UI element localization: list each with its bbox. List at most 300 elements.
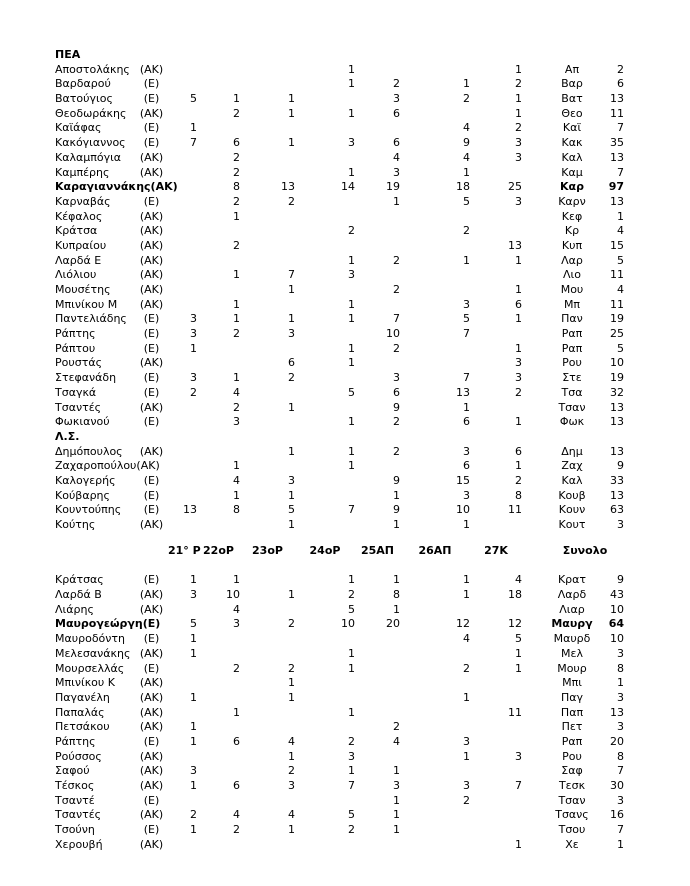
- cell-col4: 1: [348, 106, 355, 120]
- cell-name: Φωκιανού: [55, 415, 110, 429]
- cell-col6: 6: [463, 415, 470, 429]
- cell-code: Μελ: [561, 646, 583, 660]
- cell-name: Καμπέρης: [55, 165, 110, 179]
- cell-col3: [240, 224, 295, 239]
- cell-col4: 1: [348, 661, 355, 675]
- cell-col4: 1: [348, 646, 355, 660]
- cell-party: (Ε): [143, 121, 160, 135]
- cell-col3: 1: [288, 823, 295, 837]
- cell-total: 32: [610, 385, 624, 399]
- cell-col2: [197, 121, 240, 136]
- cell-total: 35: [610, 136, 624, 150]
- table-row: [55, 210, 690, 225]
- cell-total: 7: [617, 165, 624, 179]
- cell-col4: [295, 720, 355, 735]
- cell-col6: [400, 342, 470, 357]
- cell-col5: [355, 224, 400, 239]
- cell-total: 19: [610, 312, 624, 326]
- cell-total: 11: [610, 297, 624, 311]
- table-row: [55, 735, 690, 750]
- cell-col4: 1: [348, 705, 355, 719]
- cell-col3: 2: [288, 661, 295, 675]
- cell-name: Δημόπουλος: [55, 444, 123, 458]
- cell-code: Κουν: [558, 503, 586, 517]
- cell-col2: [197, 838, 240, 853]
- cell-col2: [197, 518, 240, 533]
- cell-col7: [470, 676, 522, 691]
- cell-col7: [470, 720, 522, 735]
- cell-col1: 3: [190, 588, 197, 602]
- cell-total: 20: [610, 734, 624, 748]
- cell-col5: 1: [393, 793, 400, 807]
- cell-name: Τσαντές: [55, 808, 102, 822]
- cell-party: (ΑΚ): [139, 209, 164, 223]
- cell-name: Λαρδά Ε: [55, 253, 102, 267]
- cell-total: 9: [617, 459, 624, 473]
- cell-col1: 1: [190, 823, 197, 837]
- cell-name: Κούτης: [55, 518, 96, 531]
- cell-col4: [295, 151, 355, 166]
- cell-col6: 7: [463, 371, 470, 385]
- cell-col4: 3: [348, 136, 355, 150]
- cell-col3: [240, 77, 295, 92]
- cell-name: Καϊάφας: [55, 121, 102, 135]
- cell-col4: [295, 676, 355, 691]
- cell-code: Καϊ: [562, 121, 582, 135]
- cell-col4: 1: [348, 444, 355, 458]
- cell-col4: 7: [348, 503, 355, 517]
- cell-col2: [197, 691, 240, 706]
- cell-name: Μουσέτης: [55, 283, 111, 296]
- cell-col7: 5: [515, 632, 522, 646]
- cell-name: Τσαντέ: [55, 793, 95, 807]
- cell-col1: [168, 489, 197, 504]
- cell-col2: 1: [233, 312, 240, 326]
- cell-col1: [168, 474, 197, 489]
- cell-party: (Ε): [143, 734, 160, 748]
- cell-col6: [400, 268, 470, 283]
- section-bottom-rows: [55, 573, 690, 852]
- cell-code: Φωκ: [559, 415, 585, 429]
- cell-total: 30: [610, 779, 624, 792]
- cell-code: Παπ: [560, 705, 584, 719]
- cell-party: (ΑΚ): [139, 749, 164, 763]
- cell-col3: [240, 121, 295, 136]
- cell-code: Κυπ: [561, 238, 583, 252]
- cell-party: (ΑΚ): [139, 764, 164, 778]
- cell-col7: 3: [515, 749, 522, 763]
- cell-col6: [400, 63, 470, 78]
- table-row: [55, 312, 690, 327]
- cell-col7: 7: [515, 779, 522, 792]
- table-row: [55, 838, 690, 853]
- cell-col2: 2: [233, 400, 240, 414]
- cell-col5: 19: [386, 180, 400, 194]
- cell-col7: [470, 794, 522, 809]
- table-row: [55, 632, 690, 647]
- cell-col2: 3: [233, 415, 240, 429]
- table-row: [55, 489, 690, 504]
- cell-col6: [400, 838, 470, 853]
- cell-code: Τεσκ: [558, 779, 586, 792]
- cell-party: (ΑΚ): [139, 808, 164, 822]
- cell-col7: 1: [515, 312, 522, 326]
- cell-col6: 7: [463, 327, 470, 341]
- table-row: [55, 823, 690, 838]
- cell-col1: 1: [190, 632, 197, 646]
- cell-col2: [197, 632, 240, 647]
- column-header-24r: 24οΡ: [309, 543, 341, 557]
- cell-col3: 3: [288, 327, 295, 341]
- cell-col5: 1: [393, 602, 400, 616]
- cell-col7: 8: [515, 488, 522, 502]
- cell-col5: [355, 647, 400, 662]
- cell-col5: [355, 268, 400, 283]
- cell-col7: 25: [508, 180, 522, 194]
- cell-col5: 8: [393, 588, 400, 602]
- cell-party: (ΑΚ): [139, 690, 164, 704]
- cell-code: Παγ: [560, 690, 584, 704]
- cell-total: 7: [617, 823, 624, 837]
- cell-col1: [168, 195, 197, 210]
- cell-name: Τσαντές: [55, 400, 102, 414]
- cell-col7: 12: [508, 617, 522, 631]
- cell-col4: 7: [348, 779, 355, 792]
- cell-party: (Ε): [143, 312, 160, 326]
- cell-col1: [168, 518, 197, 533]
- cell-name: Κυπραίου: [55, 238, 107, 252]
- cell-name: Μπινίκου Μ: [55, 297, 118, 311]
- cell-col2: 1: [233, 459, 240, 473]
- cell-col6: 18: [456, 180, 470, 194]
- cell-col2: [197, 794, 240, 809]
- cell-code: Μπι: [562, 676, 582, 690]
- cell-party: (ΑΚ): [139, 588, 164, 602]
- cell-name: Μπινίκου Κ: [55, 676, 115, 690]
- cell-party: (Ε): [143, 327, 160, 341]
- cell-col1: 2: [190, 808, 197, 822]
- cell-col4: [295, 239, 355, 254]
- table-row: [55, 107, 690, 122]
- table-row: [55, 794, 690, 809]
- cell-col7: 1: [515, 415, 522, 429]
- cell-col5: 1: [393, 573, 400, 587]
- cell-col5: [355, 239, 400, 254]
- cell-col1: [168, 838, 197, 853]
- cell-col4: [295, 195, 355, 210]
- cell-col2: [197, 750, 240, 765]
- cell-col6: [400, 210, 470, 225]
- cell-col6: [400, 603, 470, 618]
- cell-col2: 2: [233, 661, 240, 675]
- section-heading-row: [55, 48, 690, 63]
- cell-total: 8: [617, 661, 624, 675]
- cell-col4: [295, 489, 355, 504]
- cell-name: Ράπτου: [55, 341, 96, 355]
- cell-party: (Ε): [143, 793, 160, 807]
- cell-col4: [295, 474, 355, 489]
- cell-total: 13: [610, 92, 624, 106]
- cell-code: Καρ: [560, 180, 584, 194]
- cell-col6: [400, 676, 470, 691]
- column-header-25ap: 25ΑΠ: [360, 543, 395, 557]
- table-row: [55, 750, 690, 765]
- cell-col2: 2: [233, 823, 240, 837]
- cell-code: Λιο: [563, 268, 581, 282]
- cell-party: [135, 617, 168, 632]
- cell-code: Λαρ: [561, 253, 583, 267]
- cell-total: 13: [610, 400, 624, 414]
- cell-col1: [168, 662, 197, 677]
- cell-col3: [240, 415, 295, 430]
- cell-col1: [168, 706, 197, 721]
- cell-total: 33: [610, 473, 624, 487]
- cell-col7: 1: [515, 341, 522, 355]
- cell-col5: [355, 356, 400, 371]
- cell-col4: 2: [348, 224, 355, 238]
- cell-party: (ΑΚ): [139, 356, 164, 370]
- cell-col7: [470, 808, 522, 823]
- cell-code: Κουβ: [558, 488, 586, 502]
- cell-name: Μελεσανάκης: [55, 646, 131, 660]
- cell-party: (Ε): [143, 385, 160, 399]
- table-row: [55, 254, 690, 269]
- cell-total: 13: [610, 488, 624, 502]
- cell-col7: [470, 691, 522, 706]
- cell-col7: [470, 224, 522, 239]
- table-row: [55, 298, 690, 313]
- cell-total: 2: [617, 62, 624, 76]
- cell-col7: [470, 518, 522, 533]
- cell-col3: 1: [288, 518, 295, 531]
- cell-col6: [400, 720, 470, 735]
- cell-col4: [295, 92, 355, 107]
- cell-col4: 2: [348, 734, 355, 748]
- cell-col5: [355, 298, 400, 313]
- cell-party: (ΑΚ): [139, 720, 164, 734]
- cell-total: 19: [610, 371, 624, 385]
- cell-col3: 1: [288, 588, 295, 602]
- cell-col2: 4: [233, 385, 240, 399]
- cell-code: Μπ: [563, 297, 581, 311]
- cell-code: Τσου: [558, 823, 586, 837]
- cell-col2: [197, 254, 240, 269]
- cell-col2: 6: [233, 779, 240, 792]
- cell-code: Λιαρ: [559, 602, 585, 616]
- cell-col3: [240, 342, 295, 357]
- cell-col3: [240, 647, 295, 662]
- cell-party: (Ε): [143, 473, 160, 487]
- cell-col2: [197, 647, 240, 662]
- cell-col2: [197, 77, 240, 92]
- cell-col1: [168, 210, 197, 225]
- cell-col4: [295, 518, 355, 533]
- cell-party: (Ε): [143, 194, 160, 208]
- cell-col3: [240, 838, 295, 853]
- cell-col1: 2: [190, 385, 197, 399]
- cell-col4: 5: [348, 385, 355, 399]
- cell-name: Μουρσελλάς: [55, 661, 125, 675]
- cell-code: Παν: [561, 312, 583, 326]
- table-row: [55, 415, 690, 430]
- cell-code: Τσαν: [558, 793, 586, 807]
- column-header-party-spacer: [135, 544, 168, 559]
- cell-col5: 3: [393, 371, 400, 385]
- cell-col3: 1: [288, 749, 295, 763]
- cell-col4: 1: [348, 356, 355, 370]
- cell-name: Πετσάκου: [55, 720, 110, 734]
- cell-col5: 10: [386, 327, 400, 341]
- cell-col3: [240, 459, 295, 474]
- cell-col5: 6: [393, 106, 400, 120]
- cell-name: Λαρδά Β: [55, 588, 102, 602]
- cell-col6: 1: [463, 518, 470, 531]
- cell-col3: 1: [288, 136, 295, 150]
- cell-col2: 1: [233, 268, 240, 282]
- cell-col1: 1: [190, 573, 197, 587]
- cell-party: (Ε): [143, 341, 160, 355]
- cell-col3: 1: [288, 283, 295, 296]
- cell-col7: [470, 401, 522, 416]
- cell-col7: 3: [515, 136, 522, 150]
- cell-col6: 15: [456, 473, 470, 487]
- cell-col6: 2: [463, 224, 470, 238]
- cell-col5: [355, 691, 400, 706]
- table-row: [55, 779, 690, 794]
- cell-total: 16: [610, 808, 624, 822]
- cell-col3: 2: [288, 371, 295, 385]
- cell-col7: 1: [515, 646, 522, 660]
- cell-col5: 2: [393, 253, 400, 267]
- cell-party: (ΑΚ): [139, 676, 164, 690]
- cell-party: (ΑΚ): [139, 283, 164, 296]
- cell-col7: [470, 327, 522, 342]
- cell-col2: 8: [233, 180, 240, 194]
- table-row: [55, 356, 690, 371]
- cell-name: Ράπτης: [55, 734, 96, 748]
- table-row: [55, 676, 690, 691]
- cell-col1: 5: [190, 92, 197, 106]
- cell-col6: 4: [463, 121, 470, 135]
- cell-code: Τσα: [561, 385, 583, 399]
- cell-col4: [295, 691, 355, 706]
- cell-col1: [168, 794, 197, 809]
- table-row: [55, 121, 690, 136]
- cell-col1: [168, 239, 197, 254]
- cell-code: Ραπ: [561, 341, 583, 355]
- cell-col2: 2: [233, 238, 240, 252]
- cell-col4: [295, 838, 355, 853]
- cell-name: Κακόγιαννος: [55, 136, 126, 150]
- cell-col6: 3: [463, 444, 470, 458]
- cell-col2: [197, 342, 240, 357]
- cell-col6: [400, 107, 470, 122]
- cell-col2: 4: [233, 473, 240, 487]
- cell-name: Αποστολάκης: [55, 62, 130, 76]
- cell-col4: 1: [348, 77, 355, 91]
- cell-total: 3: [617, 690, 624, 704]
- cell-col1: 1: [190, 720, 197, 734]
- cell-code: Ραπ: [561, 327, 583, 341]
- cell-col1: 1: [190, 734, 197, 748]
- cell-name: Παπαλάς: [55, 705, 105, 719]
- cell-party: (ΑΚ): [139, 837, 164, 851]
- cell-col2: [197, 764, 240, 779]
- cell-total: 11: [610, 106, 624, 120]
- cell-total: 10: [610, 632, 624, 646]
- cell-col1: 1: [190, 779, 197, 792]
- cell-party: (ΑΚ): [139, 646, 164, 660]
- table-row: [55, 474, 690, 489]
- cell-col3: [240, 632, 295, 647]
- cell-code: Κουτ: [558, 518, 586, 531]
- cell-col5: [355, 838, 400, 853]
- cell-col1: [168, 166, 197, 181]
- cell-col2: 6: [233, 734, 240, 748]
- cell-col2: 8: [233, 503, 240, 517]
- cell-col6: [400, 283, 470, 298]
- table-row: [55, 518, 690, 533]
- cell-col6: 1: [463, 690, 470, 704]
- cell-code: Βαρ: [561, 77, 583, 91]
- cell-col3: 2: [288, 617, 295, 631]
- cell-total: 10: [610, 602, 624, 616]
- cell-col5: 2: [393, 77, 400, 91]
- cell-col1: 1: [190, 121, 197, 135]
- cell-col5: 1: [393, 823, 400, 837]
- section-heading-row: [55, 430, 690, 445]
- cell-col6: [400, 706, 470, 721]
- cell-col5: [355, 121, 400, 136]
- column-header-name-spacer: [55, 544, 135, 559]
- cell-col3: [240, 239, 295, 254]
- table-row: [55, 445, 690, 460]
- cell-col3: 1: [288, 488, 295, 502]
- table-row: [55, 268, 690, 283]
- cell-col6: 3: [463, 779, 470, 792]
- cell-col7: 13: [508, 238, 522, 252]
- cell-party: (ΑΚ): [139, 779, 164, 792]
- cell-col7: 1: [515, 106, 522, 120]
- cell-party: (ΑΚ): [139, 268, 164, 282]
- cell-col7: [470, 823, 522, 838]
- table-row: [55, 195, 690, 210]
- cell-col4: 1: [348, 573, 355, 587]
- table-row: [55, 151, 690, 166]
- cell-col7: 2: [515, 473, 522, 487]
- cell-col3: [240, 720, 295, 735]
- column-header-23r: 23οΡ: [252, 543, 283, 557]
- cell-party: (Ε): [143, 92, 160, 106]
- cell-col5: 20: [386, 617, 400, 631]
- cell-col7: [470, 210, 522, 225]
- cell-col4: 1: [348, 165, 355, 179]
- cell-col4: [295, 794, 355, 809]
- cell-party: (ΑΚ): [139, 238, 164, 252]
- cell-col7: 1: [515, 661, 522, 675]
- table-row: [55, 503, 690, 518]
- cell-col1: [168, 415, 197, 430]
- cell-col1: [168, 283, 197, 298]
- cell-col3: 3: [288, 779, 295, 792]
- cell-col6: 5: [463, 312, 470, 326]
- cell-name: Κούβαρης: [55, 488, 110, 502]
- cell-code: Καμ: [561, 165, 583, 179]
- cell-col5: 4: [393, 734, 400, 748]
- cell-code: Ρου: [562, 749, 582, 763]
- cell-party: (ΑΚ): [139, 253, 164, 267]
- cell-total: 1: [617, 837, 624, 851]
